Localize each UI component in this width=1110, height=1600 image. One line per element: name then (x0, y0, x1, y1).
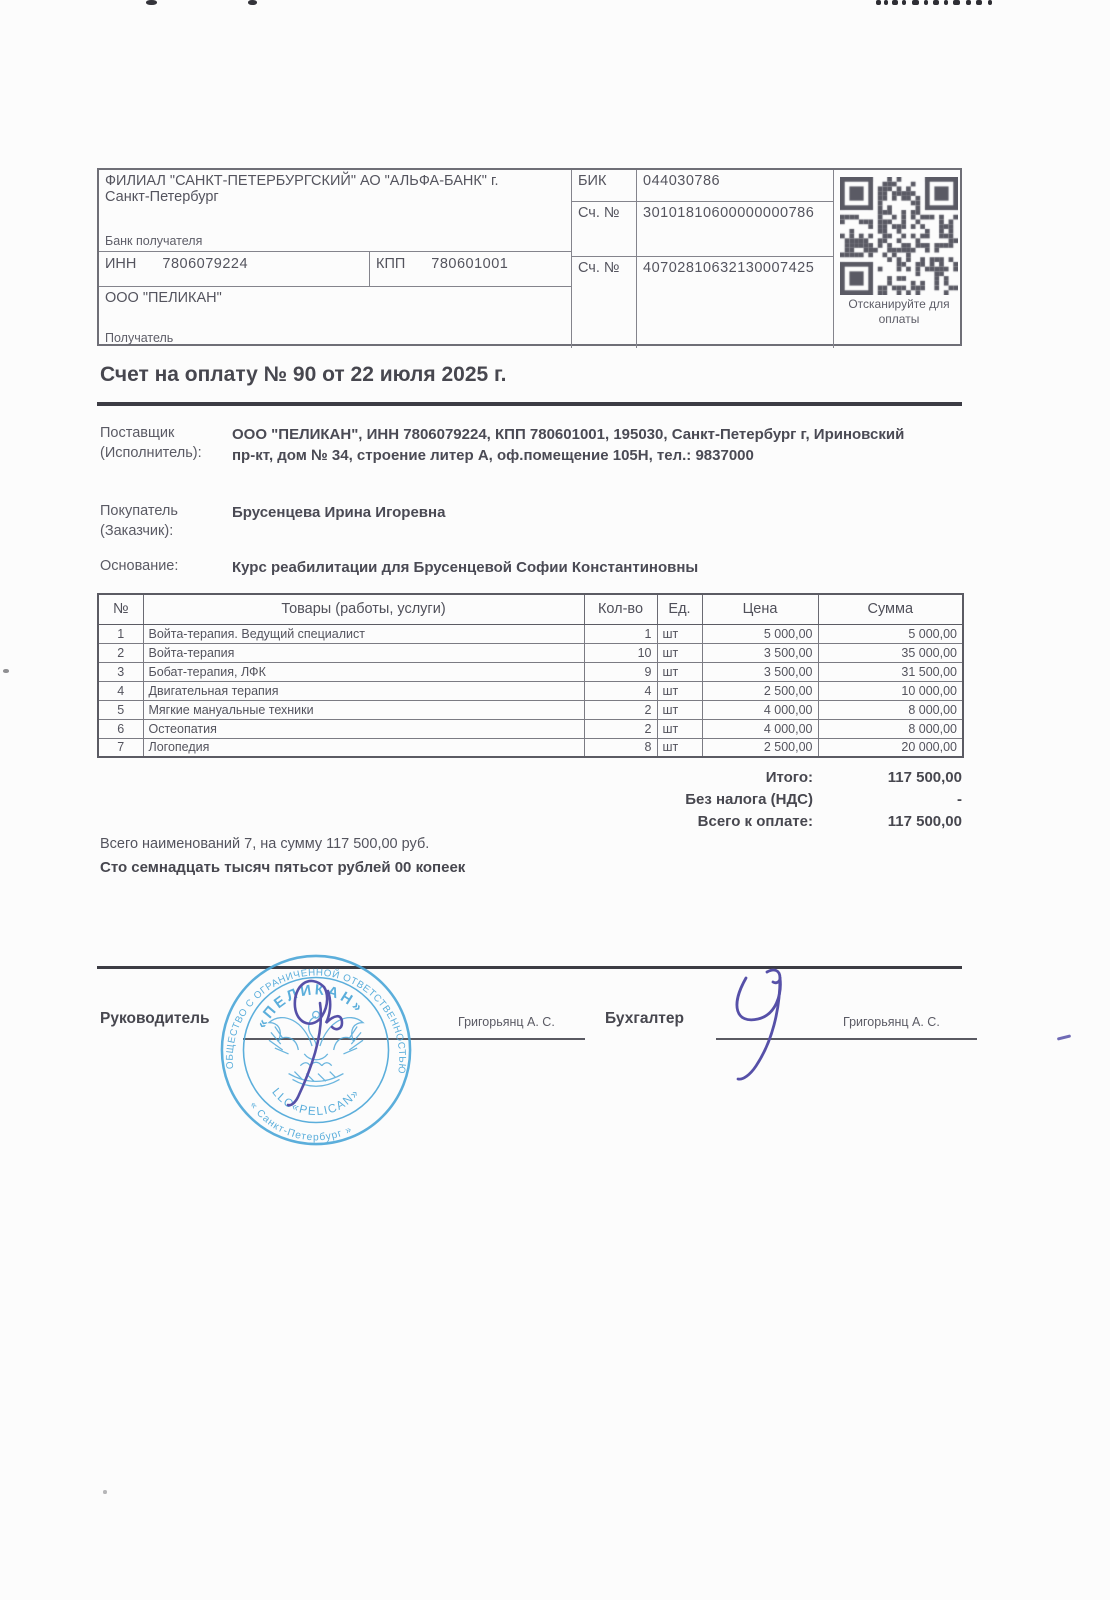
totals-block (500, 766, 962, 832)
bik-value-cell (637, 170, 834, 202)
col-header-name: Товары (работы, услуги) (143, 594, 584, 624)
bank-label: Банк получателя (105, 234, 203, 248)
director-label: Руководитель (100, 1010, 210, 1027)
bank-name-cell (99, 170, 572, 252)
item-sum: 31 500,00 (818, 662, 963, 681)
corr-account-value-cell (637, 202, 834, 257)
total-label: Итого: (765, 768, 813, 786)
supplier-label: Поставщик (Исполнитель): (100, 425, 202, 461)
payee-cell (99, 287, 572, 348)
account-label: Сч. № (578, 260, 620, 276)
scan-artifact-dot (3, 669, 9, 673)
table-row (98, 738, 963, 757)
table-row (98, 681, 963, 700)
table-row (98, 662, 963, 681)
item-sum: 5 000,00 (818, 624, 963, 643)
account-value-cell (637, 257, 834, 348)
item-unit: шт (657, 643, 702, 662)
total-row (500, 766, 962, 788)
invoice-title: Счет на оплату № 90 от 22 июля 2025 г. (100, 363, 507, 386)
item-qty: 10 (584, 643, 657, 662)
col-header-num: № (98, 594, 143, 624)
vat-label: Без налога (НДС) (685, 790, 813, 808)
basis-row (100, 557, 962, 578)
item-sum: 8 000,00 (818, 719, 963, 738)
item-price: 3 500,00 (702, 643, 818, 662)
account-label-cell (572, 257, 637, 348)
table-row (98, 719, 963, 738)
bik-label: БИК (578, 173, 607, 189)
supplier-value: ООО "ПЕЛИКАН", ИНН 7806079224, КПП 780601001, 195030, Санкт-Петербург г, Ириновский пр-кт, дом № 34, строение литер А, оф.помещение 105Н, тел.: 9837000 (232, 426, 905, 464)
payee-name: ООО "ПЕЛИКАН" (105, 290, 222, 306)
item-unit: шт (657, 719, 702, 738)
svg-text:« Санкт-Петербург »: « Санкт-Петербург » (247, 1100, 355, 1144)
item-num: 4 (98, 681, 143, 700)
corr-account-label: Сч. № (578, 205, 620, 221)
amount-in-words: Сто семнадцать тысяч пятьсот рублей 00 копеек (100, 859, 466, 876)
item-sum: 35 000,00 (818, 643, 963, 662)
vat-value: - (957, 790, 962, 808)
item-sum: 20 000,00 (818, 738, 963, 757)
qr-caption: Отсканируйте для оплаты (848, 297, 950, 326)
item-unit: шт (657, 700, 702, 719)
buyer-row (100, 502, 962, 541)
corr-account-label-cell (572, 202, 637, 257)
inn-cell (99, 252, 370, 287)
table-row (98, 624, 963, 643)
due-value: 117 500,00 (887, 812, 962, 830)
inn-label: ИНН (105, 256, 137, 272)
total-value: 117 500,00 (887, 768, 962, 786)
col-header-qty: Кол-во (584, 594, 657, 624)
item-unit: шт (657, 681, 702, 700)
scan-artifact-dot (248, 0, 257, 5)
item-unit: шт (657, 624, 702, 643)
item-price: 2 500,00 (702, 681, 818, 700)
vat-row (500, 788, 962, 810)
item-price: 3 500,00 (702, 662, 818, 681)
item-num: 3 (98, 662, 143, 681)
accountant-signature (710, 962, 845, 1087)
item-num: 5 (98, 700, 143, 719)
director-signature (262, 965, 372, 1110)
svg-text:«ПЕЛИКАН»: «ПЕЛИКАН» (253, 982, 368, 1032)
supplier-row (100, 424, 962, 466)
account-value: 40702810632130007425 (643, 260, 815, 276)
due-row (500, 810, 962, 832)
item-name: Остеопатия (143, 719, 584, 738)
item-sum: 10 000,00 (818, 681, 963, 700)
item-qty: 2 (584, 719, 657, 738)
item-num: 2 (98, 643, 143, 662)
corr-account-value: 30101810600000000786 (643, 205, 815, 221)
ink-mark (1057, 1034, 1071, 1040)
accountant-name: Григорьянц А. С. (843, 1015, 940, 1029)
bik-label-cell (572, 170, 637, 202)
table-row (98, 643, 963, 662)
item-name: Войта-терапия (143, 643, 584, 662)
bik-value: 044030786 (643, 173, 721, 189)
item-qty: 4 (584, 681, 657, 700)
items-header-row (98, 594, 963, 624)
col-header-sum: Сумма (818, 594, 963, 624)
svg-text:LLC«PELICAN»: LLC«PELICAN» (269, 1085, 363, 1119)
item-num: 6 (98, 719, 143, 738)
items-table (97, 593, 964, 758)
item-name: Двигательная терапия (143, 681, 584, 700)
item-price: 5 000,00 (702, 624, 818, 643)
col-header-unit: Ед. (657, 594, 702, 624)
payee-label: Получатель (105, 331, 174, 345)
item-num: 7 (98, 738, 143, 757)
item-qty: 2 (584, 700, 657, 719)
inn-value: 7806079224 (162, 256, 249, 272)
item-name: Войта-терапия. Ведущий специалист (143, 624, 584, 643)
item-sum: 8 000,00 (818, 700, 963, 719)
item-name: Логопедия (143, 738, 584, 757)
basis-label: Основание: (100, 558, 179, 574)
buyer-value: Брусенцева Ирина Игоревна (232, 504, 446, 521)
item-num: 1 (98, 624, 143, 643)
due-label: Всего к оплате: (697, 812, 813, 830)
item-name: Бобат-терапия, ЛФК (143, 662, 584, 681)
director-name: Григорьянц А. С. (458, 1015, 555, 1029)
table-row (98, 700, 963, 719)
qr-cell (834, 170, 964, 348)
scan-artifact-dot (103, 1490, 107, 1494)
item-qty: 8 (584, 738, 657, 757)
buyer-label: Покупатель (Заказчик): (100, 503, 178, 539)
bank-requisites-table (97, 168, 962, 346)
title-divider (97, 402, 962, 406)
qr-code (840, 177, 958, 295)
item-unit: шт (657, 662, 702, 681)
item-price: 4 000,00 (702, 700, 818, 719)
svg-text:ОБЩЕСТВО С ОГРАНИЧЕННОЙ ОТВЕТС: ОБЩЕСТВО С ОГРАНИЧЕННОЙ ОТВЕТСТВЕННОСТЬЮ (224, 967, 408, 1075)
basis-value: Курс реабилитации для Брусенцевой Софии Константиновны (232, 559, 699, 576)
item-name: Мягкие мануальные техники (143, 700, 584, 719)
bank-name: ФИЛИАЛ "САНКТ-ПЕТЕРБУРГСКИЙ" АО "АЛЬФА-БАНК" г. Санкт-Петербург (105, 173, 499, 205)
items-summary: Всего наименований 7, на сумму 117 500,00 руб. (100, 836, 430, 852)
item-price: 2 500,00 (702, 738, 818, 757)
scan-artifact-dot (146, 0, 157, 5)
col-header-price: Цена (702, 594, 818, 624)
kpp-label: КПП (376, 256, 406, 272)
item-qty: 9 (584, 662, 657, 681)
kpp-value: 780601001 (431, 256, 509, 272)
kpp-cell (370, 252, 572, 287)
item-unit: шт (657, 738, 702, 757)
item-price: 4 000,00 (702, 719, 818, 738)
item-qty: 1 (584, 624, 657, 643)
accountant-label: Бухгалтер (605, 1010, 684, 1027)
